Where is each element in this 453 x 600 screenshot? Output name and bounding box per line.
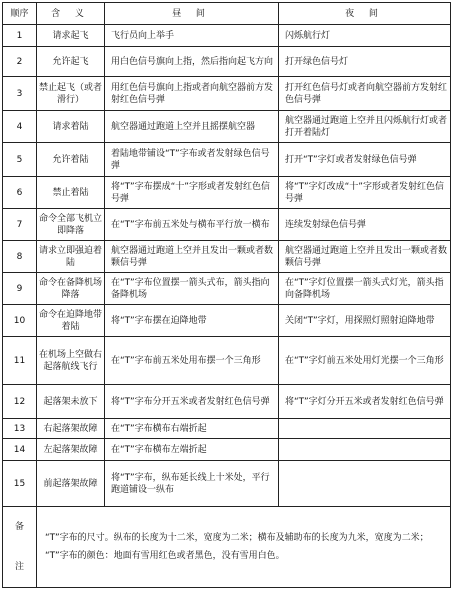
row-number: 1 xyxy=(3,25,37,47)
table-row xyxy=(3,385,451,419)
row-meaning: 右起落架故障 xyxy=(37,419,105,439)
row-meaning: 禁止着陆 xyxy=(37,177,105,209)
header-daytime: 昼 间 xyxy=(105,3,279,25)
row-daytime: 将“T”字布摆在迫降地带 xyxy=(105,305,279,337)
row-number: 7 xyxy=(3,209,37,241)
row-meaning: 请求立即强迫着陆 xyxy=(37,241,105,273)
row-number: 13 xyxy=(3,419,37,439)
row-meaning: 左起落架故障 xyxy=(37,439,105,461)
row-meaning: 命令在备降机场降落 xyxy=(37,273,105,305)
row-nighttime: 将“T”字灯改成“十”字形或者发射红色信号弹 xyxy=(279,177,451,209)
row-meaning: 命令在迫降地带着陆 xyxy=(37,305,105,337)
row-number: 12 xyxy=(3,385,37,419)
row-nighttime: 闪烁航行灯 xyxy=(279,25,451,47)
header-nighttime: 夜 间 xyxy=(279,3,451,25)
row-nighttime: 将“T”字灯分开五米或者发射红色信号弹 xyxy=(279,385,451,419)
row-nighttime: 航空器通过跑道上空并且闪烁航行灯或者打开着陆灯 xyxy=(279,111,451,143)
header-meaning: 含 义 xyxy=(37,3,105,25)
table-row xyxy=(3,77,451,111)
row-nighttime xyxy=(279,419,451,439)
row-number: 11 xyxy=(3,337,37,385)
notes-color-text: “T”字布的颜色：地面有雪用红色或者黑色，没有雪用白色。 xyxy=(45,551,285,561)
table-row xyxy=(3,461,451,507)
row-number: 5 xyxy=(3,143,37,177)
table-row xyxy=(3,209,451,241)
row-meaning: 命令全部飞机立即降落 xyxy=(37,209,105,241)
row-number: 15 xyxy=(3,461,37,507)
row-number: 2 xyxy=(3,47,37,77)
row-daytime: 在“T”字布横布左端折起 xyxy=(105,439,279,461)
row-daytime: 航空器通过跑道上空并且发出一颗或者数颗信号弹 xyxy=(105,241,279,273)
row-number: 8 xyxy=(3,241,37,273)
row-nighttime xyxy=(279,439,451,461)
row-number: 6 xyxy=(3,177,37,209)
row-number: 14 xyxy=(3,439,37,461)
row-meaning: 起落架未放下 xyxy=(37,385,105,419)
row-daytime: 飞行员向上举手 xyxy=(105,25,279,47)
row-daytime: 着陆地带铺设“T”字布或者发射绿色信号弹 xyxy=(105,143,279,177)
row-meaning: 允许起飞 xyxy=(37,47,105,77)
table-row xyxy=(3,337,451,385)
row-meaning: 禁止起飞（或者滑行） xyxy=(37,77,105,111)
row-meaning: 请求着陆 xyxy=(37,111,105,143)
row-nighttime: 在“T”字灯前五米处用灯光摆一个三角形 xyxy=(279,337,451,385)
header-order: 顺序 xyxy=(3,3,37,25)
row-number: 10 xyxy=(3,305,37,337)
table-row xyxy=(3,177,451,209)
row-nighttime: 在“T”字灯位置摆一箭头式灯光，箭头指向备降机场 xyxy=(279,273,451,305)
row-daytime: 用白色信号旗向上指，然后指向起飞方向 xyxy=(105,47,279,77)
notes-content xyxy=(37,507,451,588)
signal-table xyxy=(2,2,451,588)
row-nighttime: 航空器通过跑道上空并且发出一颗或者数颗信号弹 xyxy=(279,241,451,273)
notes-label-char: 注 xyxy=(14,562,24,572)
row-nighttime: 打开绿色信号灯 xyxy=(279,47,451,77)
row-meaning: 在机场上空做右起落航线飞行 xyxy=(37,337,105,385)
row-daytime: 将“T”字布，纵布延长线上十米处，平行跑道铺设一纵布 xyxy=(105,461,279,507)
table-row xyxy=(3,47,451,77)
header-row xyxy=(3,3,451,25)
table-row xyxy=(3,143,451,177)
row-nighttime: 连续发射绿色信号弹 xyxy=(279,209,451,241)
row-nighttime: 关闭“T”字灯，用探照灯照射迫降地带 xyxy=(279,305,451,337)
table-row xyxy=(3,111,451,143)
row-daytime: 在“T”字布位置摆一箭头式布，箭头指向备降机场 xyxy=(105,273,279,305)
row-daytime: 在“T”字布前五米处用布摆一个三角形 xyxy=(105,337,279,385)
row-daytime: 将“T”字布摆成“十”字形或者发射红色信号弹 xyxy=(105,177,279,209)
row-daytime: 用红色信号旗向上指或者向航空器前方发射红色信号弹 xyxy=(105,77,279,111)
notes-label-char: 备 xyxy=(14,522,24,532)
notes-label xyxy=(3,507,37,588)
table-row xyxy=(3,305,451,337)
row-nighttime xyxy=(279,461,451,507)
table-row xyxy=(3,439,451,461)
notes-row xyxy=(3,507,451,588)
row-meaning: 允许着陆 xyxy=(37,143,105,177)
table-row xyxy=(3,25,451,47)
row-number: 9 xyxy=(3,273,37,305)
row-meaning: 请求起飞 xyxy=(37,25,105,47)
table-row xyxy=(3,241,451,273)
row-daytime: 航空器通过跑道上空并且摇摆航空器 xyxy=(105,111,279,143)
row-number: 4 xyxy=(3,111,37,143)
row-meaning: 前起落架故障 xyxy=(37,461,105,507)
row-daytime: 在“T”字布前五米处与横布平行放一横布 xyxy=(105,209,279,241)
row-nighttime: 打开“T”字灯或者发射绿色信号弹 xyxy=(279,143,451,177)
row-daytime: 在“T”字布横布右端折起 xyxy=(105,419,279,439)
notes-size-text: “T”字布的尺寸。纵布的长度为十二米，宽度为二米；横布及辅助布的长度为九米，宽度为二米； xyxy=(45,533,429,543)
table-row xyxy=(3,419,451,439)
row-number: 3 xyxy=(3,77,37,111)
row-daytime: 将“T”字布分开五米或者发射红色信号弹 xyxy=(105,385,279,419)
table-row xyxy=(3,273,451,305)
row-nighttime: 打开红色信号灯或者向航空器前方发射红色信号弹 xyxy=(279,77,451,111)
